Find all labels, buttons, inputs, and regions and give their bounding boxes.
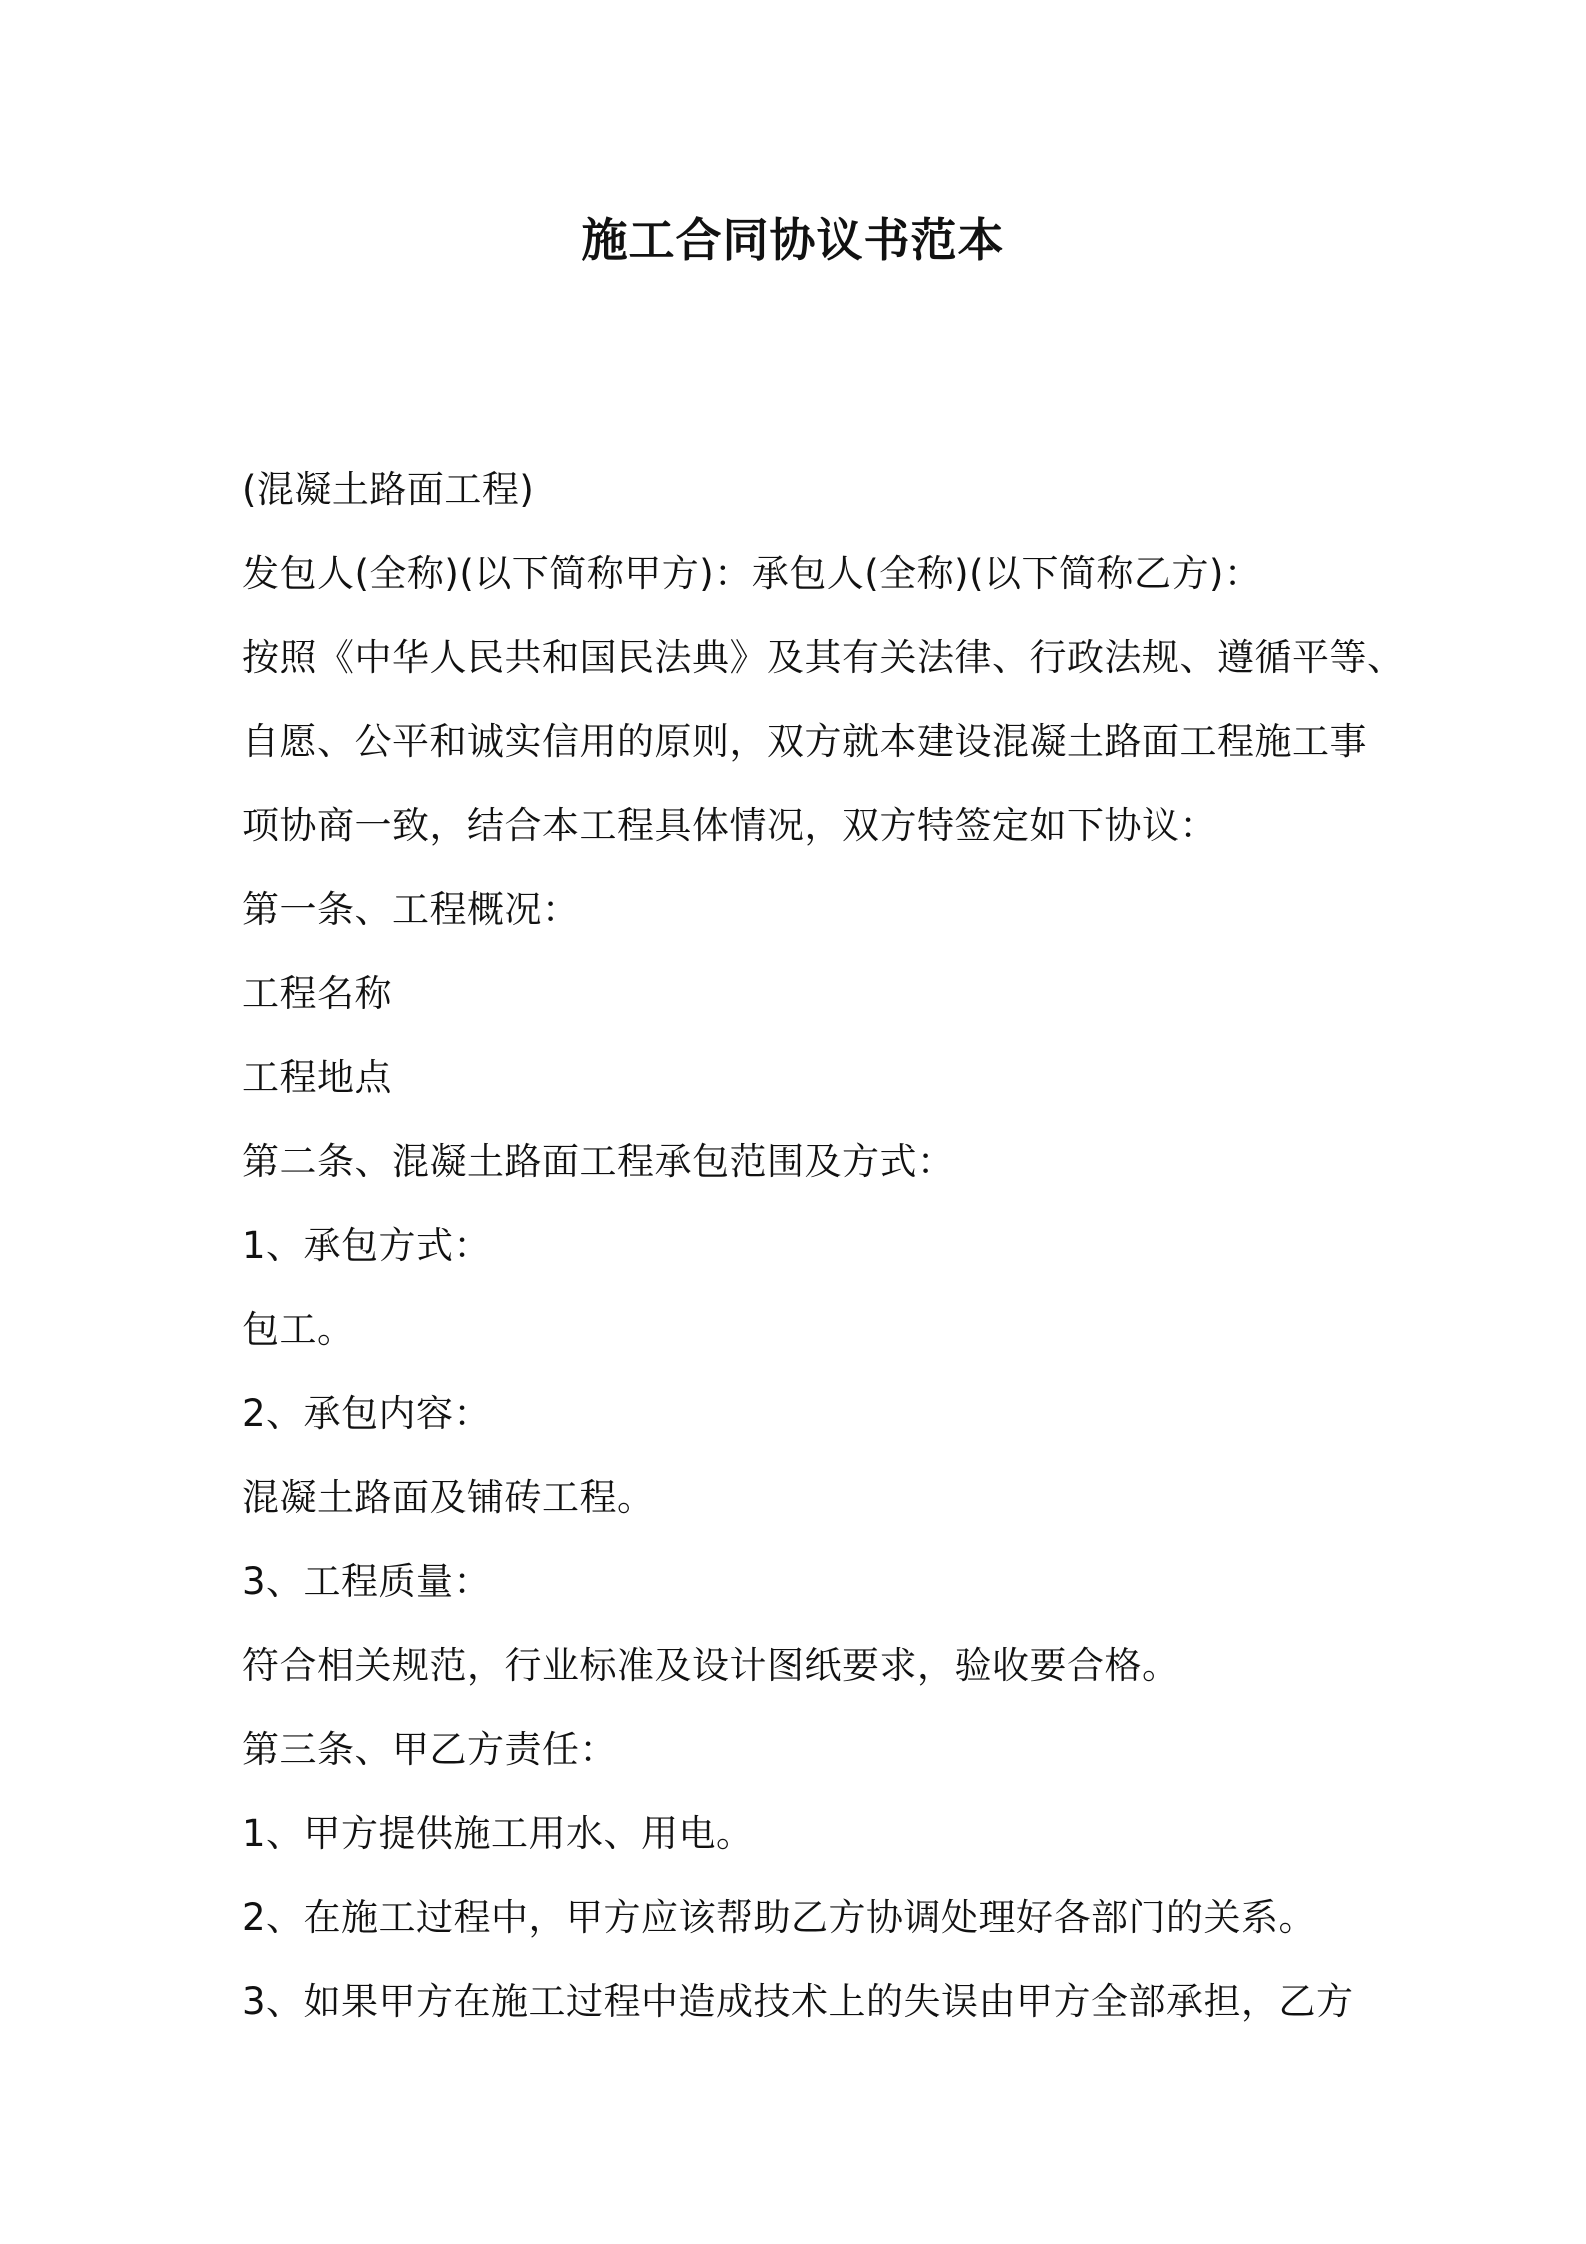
preamble-line-1: 按照《中华人民共和国民法典》及其有关法律、行政法规、遵循平等、: [242, 636, 1405, 679]
preamble-line-3: 项协商一致，结合本工程具体情况，双方特签定如下协议：: [242, 804, 1217, 847]
contract-method-heading: 1、承包方式：: [242, 1224, 492, 1267]
responsibility-item-2: 2、在施工过程中，甲方应该帮助乙方协调处理好各部门的关系。: [242, 1896, 1317, 1939]
contract-method-value: 包工。: [242, 1308, 355, 1351]
contract-content-value: 混凝土路面及铺砖工程。: [242, 1476, 655, 1519]
responsibility-item-3: 3、如果甲方在施工过程中造成技术上的失误由甲方全部承担，乙方: [242, 1980, 1354, 2023]
article-1-heading: 第一条、工程概况：: [242, 888, 580, 931]
contract-content-heading: 2、承包内容：: [242, 1392, 492, 1435]
document-body: [242, 448, 1405, 2044]
article-3-heading: 第三条、甲乙方责任：: [242, 1728, 617, 1771]
preamble-line-2: 自愿、公平和诚实信用的原则，双方就本建设混凝土路面工程施工事: [242, 720, 1367, 763]
responsibility-item-1: 1、甲方提供施工用水、用电。: [242, 1812, 754, 1855]
project-name-line: 工程名称: [242, 972, 392, 1015]
project-location-line: 工程地点: [242, 1056, 392, 1099]
quality-heading: 3、工程质量：: [242, 1560, 492, 1603]
parties-line: 发包人(全称)(以下简称甲方)：承包人(全称)(以下简称乙方)：: [242, 552, 1262, 595]
document-title: 施工合同协议书范本: [581, 213, 1005, 267]
article-2-heading: 第二条、混凝土路面工程承包范围及方式：: [242, 1140, 955, 1183]
subtitle-line: (混凝土路面工程): [242, 468, 535, 511]
quality-value: 符合相关规范，行业标准及设计图纸要求，验收要合格。: [242, 1644, 1180, 1687]
